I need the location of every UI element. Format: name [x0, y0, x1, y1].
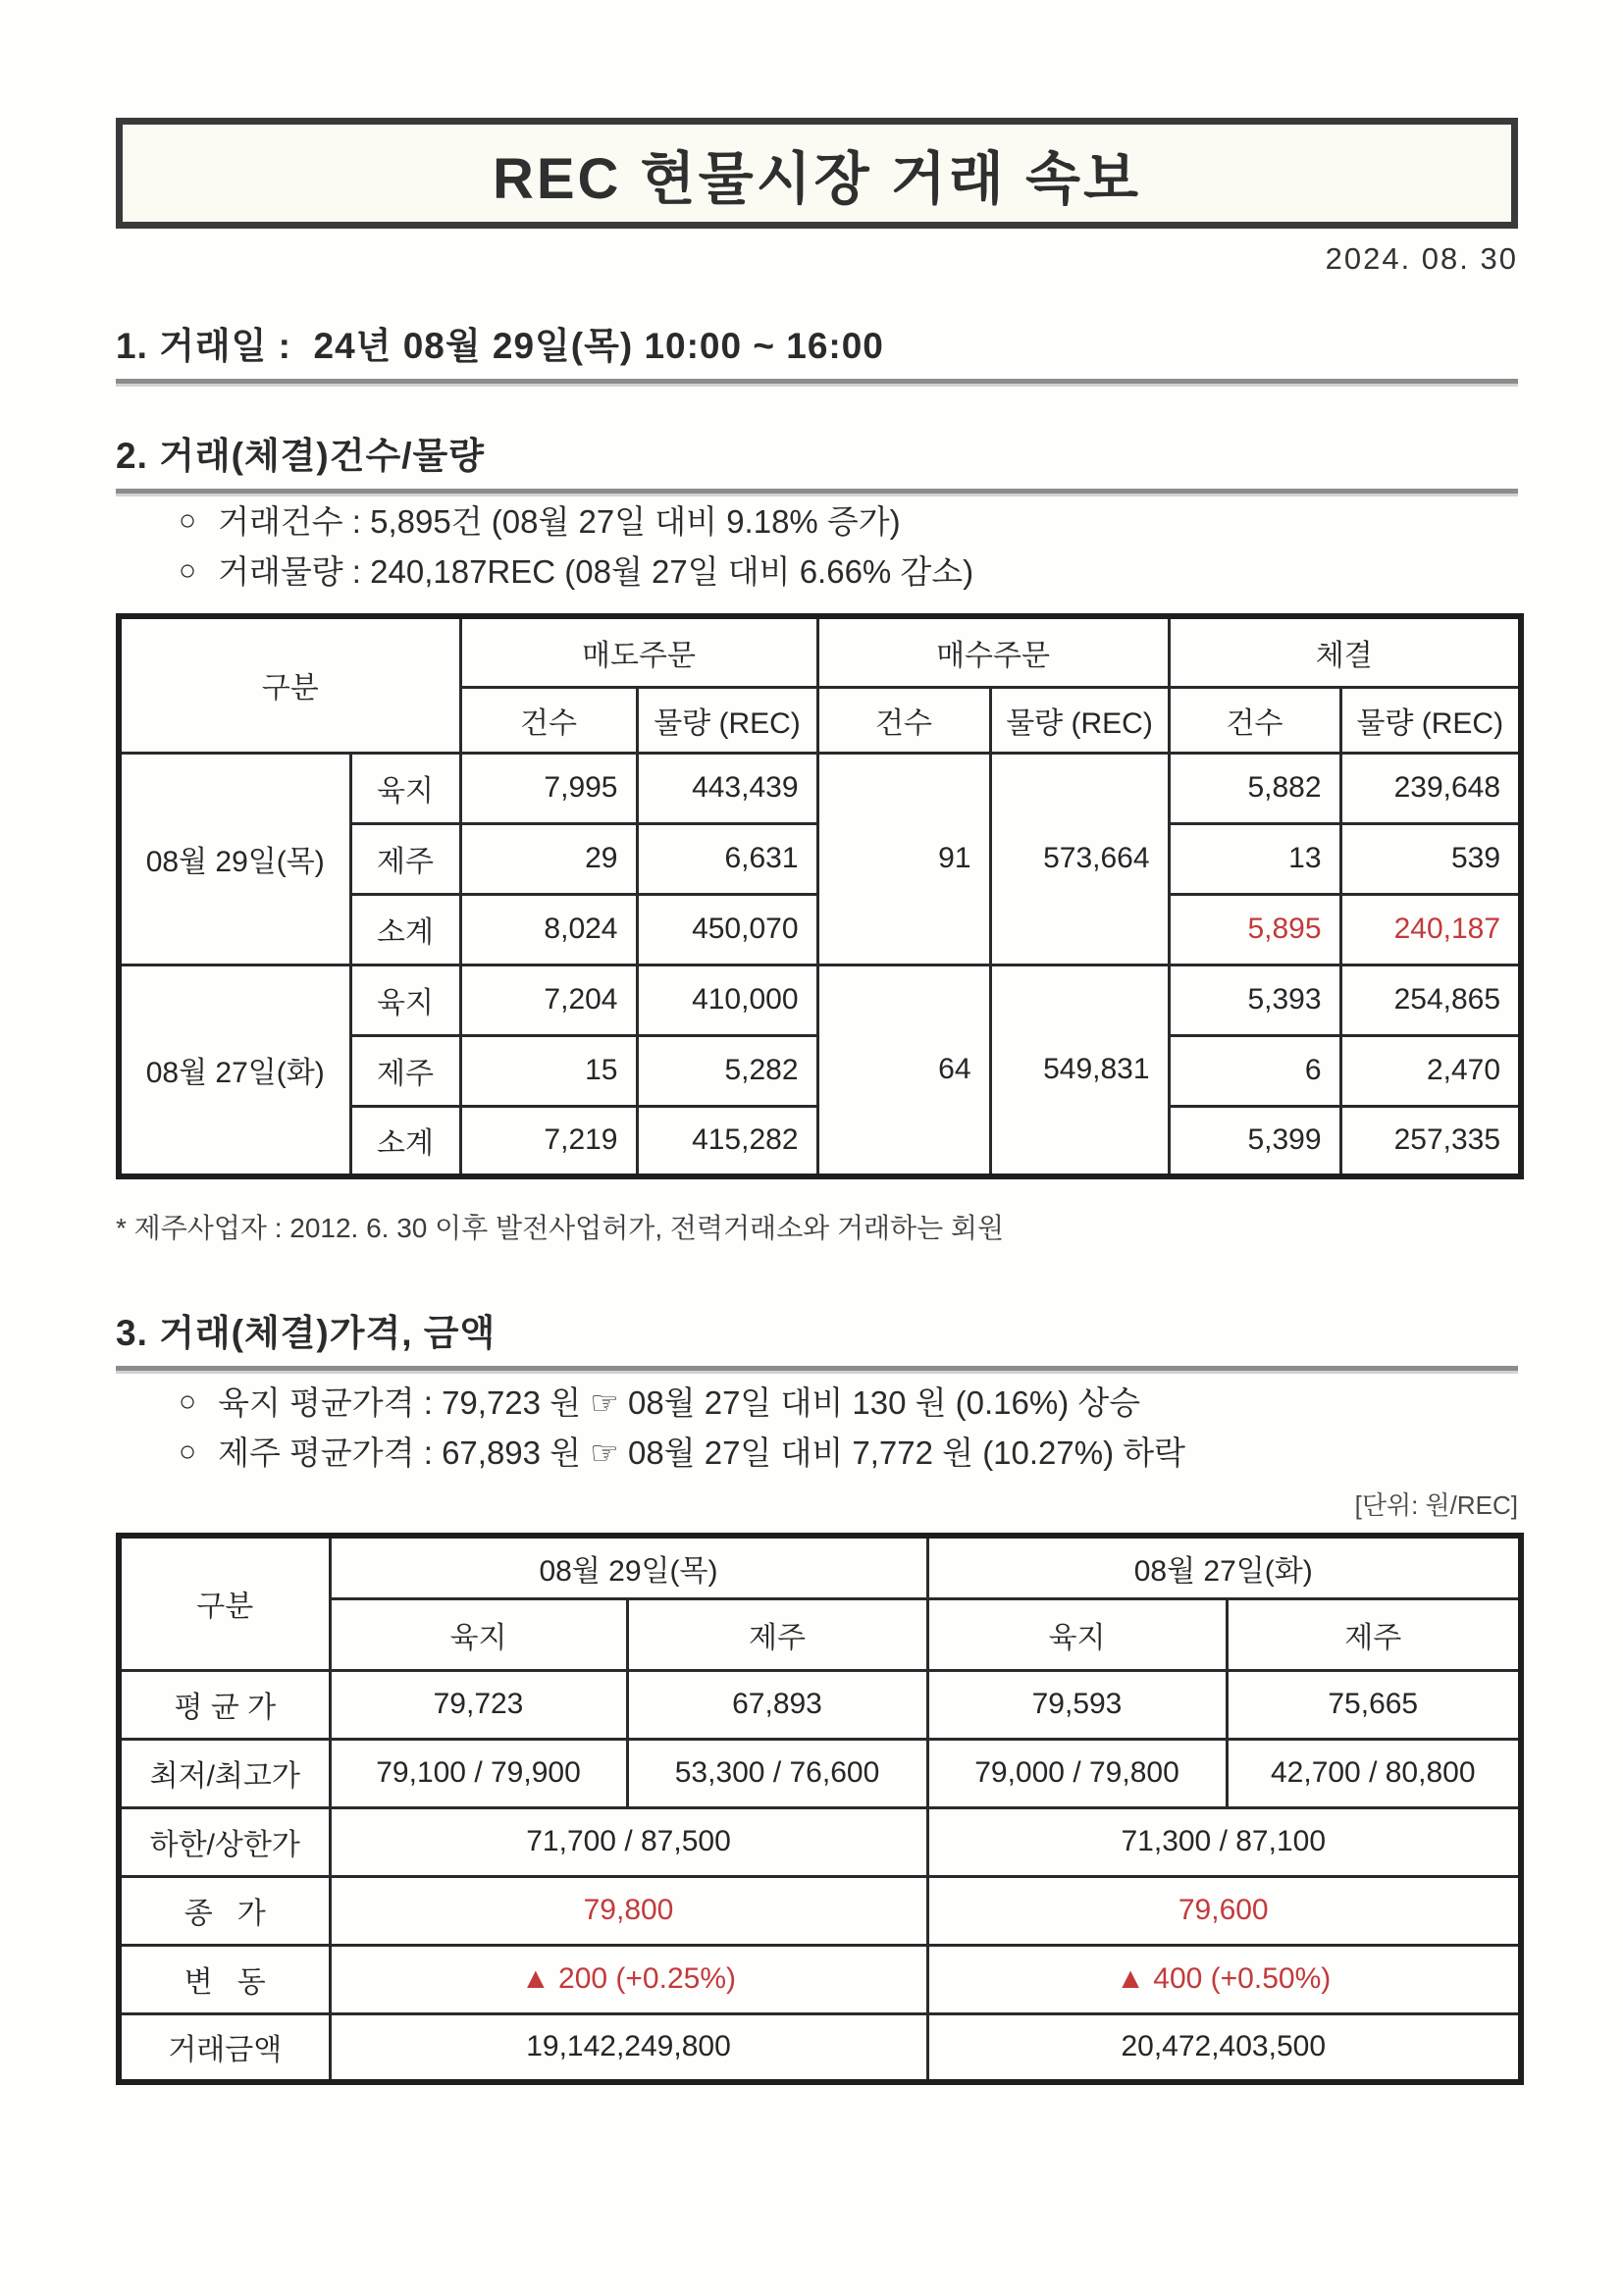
header-volume: 물량 (REC) — [1340, 687, 1521, 753]
cell-exec-count: 13 — [1169, 823, 1340, 894]
cell-exec-count: 5,882 — [1169, 753, 1340, 823]
jeju-footnote: * 제주사업자 : 2012. 6. 30 이후 발전사업허가, 전력거래소와 거래하는 회원 — [116, 1213, 1005, 1243]
section1-heading: 1. 거래일 : 24년 08월 29일(목) 10:00 ~ 16:00 — [116, 316, 1518, 384]
row-label: 거래금액 — [119, 2013, 330, 2082]
cell-amount: 20,472,403,500 — [927, 2013, 1521, 2082]
cell-exec-count: 6 — [1169, 1035, 1340, 1106]
cell-buy-volume: 549,831 — [990, 965, 1169, 1176]
cell-close-price: 79,800 — [330, 1876, 927, 1945]
cell-exec-count: 5,399 — [1169, 1106, 1340, 1176]
row-label: 최저/최고가 — [119, 1739, 330, 1807]
cell-price: 79,000 / 79,800 — [927, 1739, 1227, 1807]
header-date-tue: 08월 27일(화) — [927, 1536, 1521, 1598]
header-gubun: 구분 — [119, 616, 460, 753]
row-label: 하한/상한가 — [119, 1807, 330, 1876]
cell-price: 79,100 / 79,900 — [330, 1739, 627, 1807]
cell-region: 소계 — [350, 894, 460, 965]
cell-region: 육지 — [350, 753, 460, 823]
cell-price: 79,593 — [927, 1670, 1227, 1739]
row-min-max — [119, 1739, 1521, 1807]
cell-exec-volume: 539 — [1340, 823, 1521, 894]
circle-bullet-icon: ○ — [179, 1435, 197, 1468]
cell-exec-volume: 240,187 — [1340, 894, 1521, 965]
cell-close-price: 79,600 — [927, 1876, 1521, 1945]
cell-sell-volume: 6,631 — [637, 823, 817, 894]
table-row — [119, 965, 1521, 1035]
cell-sell-count: 29 — [460, 823, 637, 894]
cell-sell-volume: 450,070 — [637, 894, 817, 965]
title-banner — [116, 118, 1518, 229]
header-region: 육지 — [927, 1598, 1227, 1670]
header-date-thu: 08월 29일(목) — [330, 1536, 927, 1598]
header-region: 육지 — [330, 1598, 627, 1670]
cell-amount: 19,142,249,800 — [330, 2013, 927, 2082]
row-close — [119, 1876, 1521, 1945]
header-executed: 체결 — [1169, 616, 1521, 687]
bullet-text: 제주 평균가격 : 67,893 원 ☞ 08월 27일 대비 7,772 원 (10.27%) 하락 — [218, 1435, 1186, 1471]
header-count: 건수 — [1169, 687, 1340, 753]
cell-exec-volume: 257,335 — [1340, 1106, 1521, 1176]
bullet-item — [116, 545, 1518, 595]
circle-bullet-icon: ○ — [179, 503, 197, 537]
cell-sell-count: 7,995 — [460, 753, 637, 823]
unit-label: [단위: 원/REC] — [1354, 1490, 1518, 1520]
cell-sell-volume: 410,000 — [637, 965, 817, 1035]
header-region: 제주 — [627, 1598, 927, 1670]
cell-region: 육지 — [350, 965, 460, 1035]
cell-exec-volume: 254,865 — [1340, 965, 1521, 1035]
price-amount-table — [116, 1533, 1524, 2085]
row-change — [119, 1945, 1521, 2013]
cell-sell-count: 8,024 — [460, 894, 637, 965]
table-header-row — [119, 616, 1521, 687]
row-label: 변 동 — [119, 1945, 330, 2013]
table-row — [119, 753, 1521, 823]
cell-price: 53,300 / 76,600 — [627, 1739, 927, 1807]
cell-price: 71,300 / 87,100 — [927, 1807, 1521, 1876]
cell-date: 08월 29일(목) — [119, 753, 350, 965]
document-title: REC 현물시장 거래 속보 — [492, 146, 1142, 211]
cell-sell-volume: 443,439 — [637, 753, 817, 823]
table-subheader-row — [119, 1598, 1521, 1670]
row-amount — [119, 2013, 1521, 2082]
row-limit — [119, 1807, 1521, 1876]
section3-bullets — [116, 1376, 1518, 1476]
bullet-item — [116, 1376, 1518, 1426]
header-region: 제주 — [1227, 1598, 1521, 1670]
cell-exec-volume: 239,648 — [1340, 753, 1521, 823]
circle-bullet-icon: ○ — [179, 553, 197, 587]
cell-sell-count: 7,204 — [460, 965, 637, 1035]
cell-price: 42,700 / 80,800 — [1227, 1739, 1521, 1807]
cell-price: 71,700 / 87,500 — [330, 1807, 927, 1876]
bullet-text: 거래물량 : 240,187REC (08월 27일 대비 6.66% 감소) — [218, 553, 974, 590]
cell-price: 79,723 — [330, 1670, 627, 1739]
cell-exec-count: 5,393 — [1169, 965, 1340, 1035]
bullet-item — [116, 1426, 1518, 1476]
header-gubun: 구분 — [119, 1536, 330, 1670]
cell-region: 제주 — [350, 1035, 460, 1106]
header-sell-orders: 매도주문 — [460, 616, 817, 687]
bullet-item — [116, 495, 1518, 545]
cell-sell-volume: 415,282 — [637, 1106, 817, 1176]
cell-region: 제주 — [350, 823, 460, 894]
trade-count-volume-table — [116, 613, 1524, 1179]
header-count: 건수 — [817, 687, 990, 753]
header-count: 건수 — [460, 687, 637, 753]
cell-price: 75,665 — [1227, 1670, 1521, 1739]
cell-change: ▲ 200 (+0.25%) — [330, 1945, 927, 2013]
row-label: 종 가 — [119, 1876, 330, 1945]
cell-price: 67,893 — [627, 1670, 927, 1739]
cell-date: 08월 27일(화) — [119, 965, 350, 1176]
cell-sell-count: 15 — [460, 1035, 637, 1106]
issue-date: 2024. 08. 30 — [1325, 241, 1518, 276]
cell-exec-volume: 2,470 — [1340, 1035, 1521, 1106]
cell-exec-count: 5,895 — [1169, 894, 1340, 965]
table-header-row — [119, 1536, 1521, 1598]
header-buy-orders: 매수주문 — [817, 616, 1169, 687]
header-volume: 물량 (REC) — [990, 687, 1169, 753]
cell-change: ▲ 400 (+0.50%) — [927, 1945, 1521, 2013]
section3-heading: 3. 거래(체결)가격, 금액 — [116, 1303, 1518, 1371]
cell-buy-volume: 573,664 — [990, 753, 1169, 965]
cell-buy-count: 91 — [817, 753, 990, 965]
bullet-text: 거래건수 : 5,895건 (08월 27일 대비 9.18% 증가) — [218, 503, 901, 540]
circle-bullet-icon: ○ — [179, 1384, 197, 1418]
section2-bullets — [116, 495, 1518, 595]
cell-sell-count: 7,219 — [460, 1106, 637, 1176]
section2-heading: 2. 거래(체결)건수/물량 — [116, 426, 1518, 494]
row-average — [119, 1670, 1521, 1739]
header-volume: 물량 (REC) — [637, 687, 817, 753]
cell-buy-count: 64 — [817, 965, 990, 1176]
cell-sell-volume: 5,282 — [637, 1035, 817, 1106]
bullet-text: 육지 평균가격 : 79,723 원 ☞ 08월 27일 대비 130 원 (0.16%) 상승 — [218, 1384, 1141, 1421]
cell-region: 소계 — [350, 1106, 460, 1176]
row-label: 평 균 가 — [119, 1670, 330, 1739]
